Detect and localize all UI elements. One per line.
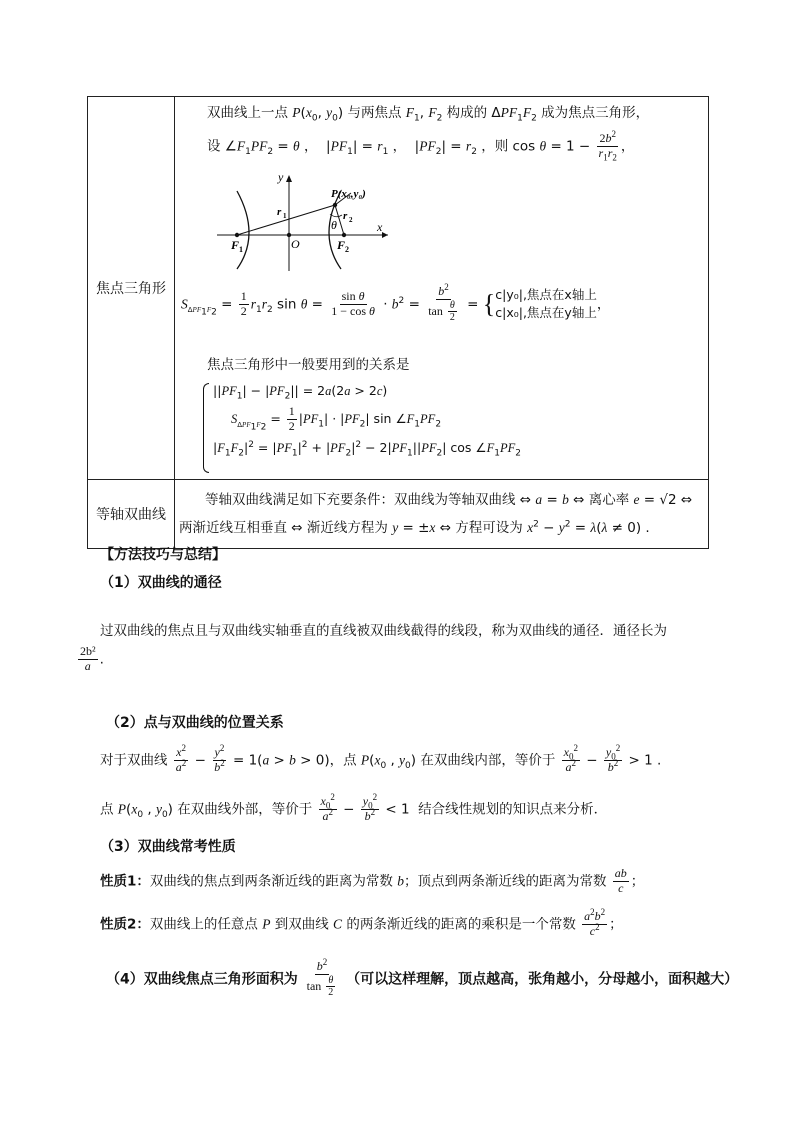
area-case-x-axis: c|y₀|,焦点在x轴上 (495, 287, 597, 303)
section-3-title: （3）双曲线常考性质 (100, 839, 236, 855)
equilateral-line1: 等轴双曲线满足如下充要条件：双曲线为等轴双曲线 ⇔ a = b ⇔ 离心率 e = √2 ⇔ (205, 492, 693, 508)
theta-label: θ (331, 218, 337, 232)
table-row (88, 480, 709, 549)
property-1: 性质1：双曲线的焦点到两条渐近线的距离为常数 b；顶点到两条渐近线的距离为常数 $\frac{ab}{c}$ ； (100, 866, 645, 895)
focal-triangle-definition: 双曲线上一点 $P(x_0$, $y_0$) 与两焦点 $F_1$, $F_2$ 构成的 $\Delta PF_1F_2$ 成为焦点三角形， (207, 105, 650, 124)
row-content-focal-triangle (175, 97, 709, 480)
section-1-text: 过双曲线的焦点且与双曲线实轴垂直的直线被双曲线截得的线段，称为双曲线的通径．通径长为 (100, 623, 667, 639)
row-label-focal-triangle: 焦点三角形 (88, 97, 175, 480)
p-label: P(x₀,y₀) (331, 188, 366, 200)
row-label-equilateral-hyperbola: 等轴双曲线 (88, 480, 175, 549)
section-1-formula: $\frac{\text{2b²}}{a}$ . (80, 644, 104, 673)
left-branch (237, 191, 249, 269)
relations-title: 焦点三角形中一般要用到的关系是 (207, 357, 410, 373)
section-4: （4）双曲线焦点三角形面积为 $b^2$ tan $\frac{\theta}{2}$ （可以这样理解，顶点越高，张角越小，分母越小，面积越大） (106, 957, 739, 999)
relation-difference: $||PF_1| - |PF_2|| = 2a(2a > 2c)$ (213, 383, 388, 402)
f2-label: F (337, 238, 346, 252)
hyperbola-diagram (213, 171, 393, 271)
svg-text:1: 1 (283, 212, 287, 220)
relations-system (203, 377, 521, 473)
r2-label: r (343, 210, 348, 222)
x-label: x (377, 220, 383, 234)
r1-label: r (277, 206, 282, 218)
f1-label: F (231, 238, 240, 252)
area-case-y-axis: c|x₀|,焦点在y轴上 (495, 305, 597, 321)
equilateral-line2: 两渐近线互相垂直 ⇔ 渐近线方程为 y = ±x ⇔ 方程可设为 $x^2 - y^2 = \lambda(\lambda \ne 0)$ . (179, 519, 650, 536)
segment-r1 (237, 205, 335, 235)
table-row (88, 97, 709, 480)
section-2-line1: 对于双曲线 $\frac{x^2}{a^2}$ − $\frac{y^2}{b^2}$ = 1(a > b > 0)，点 $P(x_0$ , $y_0$) 在双曲线内部，等价于 $\frac{x_0^2}{a^2}$ − $\frac{y_0^2}{b^2}$ > 1 . (100, 743, 662, 774)
section-2-title: （2）点与双曲线的位置关系 (106, 715, 284, 731)
property-2: 性质2：双曲线上的任意点 P 到双曲线 C 的两条渐近线的距离的乘积是一个常数 $\frac{a^2b^2}{c^2}$ ； (100, 907, 623, 938)
svg-text:2: 2 (349, 216, 353, 224)
area-formula: $S_{\Delta PF_1F_2}$ = $\frac{1}{2}$ $r_1r_2$ sin θ = $\frac{\text{sin θ}}{\text{1 − cos θ}}$ · $b^2$ = $b^2$ tan $\frac{\theta}{2}$ = { c|y₀|,焦点在x轴上 c|x₀|,焦点在y轴上 ， (181, 282, 611, 324)
svg-text:2: 2 (345, 245, 349, 254)
method-heading: 【方法技巧与总结】 (100, 547, 226, 563)
relation-cosine-law: $|F_1F_2|^2 = |PF_1|^2 + |PF_2|^2 - 2|PF_1||PF_2|$ $\cos \angle F_1PF_2$ (213, 439, 521, 459)
section-1-title: （1）双曲线的通径 (100, 575, 222, 591)
summary-table (87, 96, 709, 549)
origin-label: O (291, 237, 300, 251)
relation-area: $S_{\Delta PF_1F_2}$ = $\frac{1}{2}$ $|PF_1| \cdot |PF_2|$ $\sin \angle F_1PF_2$ (231, 404, 442, 433)
y-label: y (278, 171, 284, 184)
section-2-line2: 点 $P(x_0$ , $y_0$) 在双曲线外部，等价于 $\frac{x_0^2}{a^2}$ − $\frac{y_0^2}{b^2}$ < 1 结合线性规划的知识点来分析． (100, 792, 608, 823)
row-content-equilateral-hyperbola (175, 480, 709, 549)
svg-text:1: 1 (239, 245, 243, 254)
cos-theta-formula: 设 $\angle F_1PF_2 = \theta$ ， $|PF_1| = r_1$ ， $|PF_2| = r_2$ ，则 cos θ = 1 − $\frac{2b^2}{r_1r_2}$ ， (207, 129, 635, 163)
